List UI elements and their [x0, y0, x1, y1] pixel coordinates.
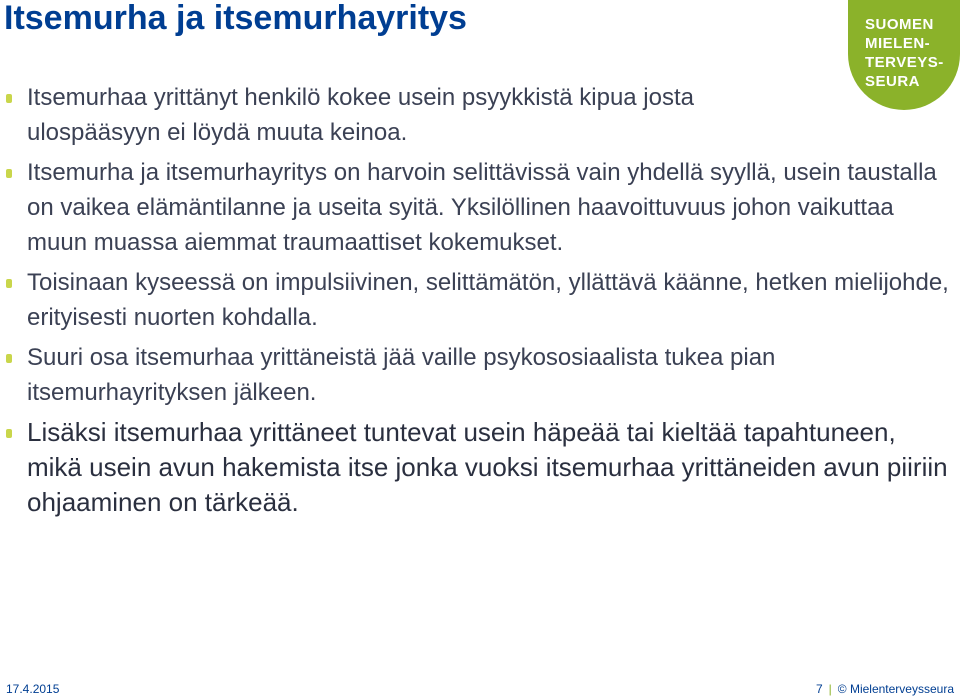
- bullet-marker-icon: [6, 429, 12, 438]
- bullet-item: [0, 340, 955, 410]
- bullet-list: [0, 80, 955, 525]
- logo-text-line: SUOMEN: [865, 16, 934, 33]
- bullet-text: Itsemurhaa yrittänyt henkilö kokee usein psyykkistä kipua josta ulospääsyyn ei löydä muuta keinoa.: [27, 84, 694, 146]
- footer-date: 17.4.2015: [6, 682, 60, 696]
- bullet-marker-icon: [6, 169, 12, 178]
- bullet-item: [0, 265, 955, 335]
- logo-text-line: SEURA: [865, 73, 921, 90]
- bullet-item: [0, 415, 955, 520]
- bullet-marker-icon: [6, 94, 12, 103]
- bullet-text: Toisinaan kyseessä on impulsiivinen, selittämätön, yllättävä käänne, hetken mielijohde, erityisesti nuorten kohdalla.: [27, 269, 949, 331]
- footer-separator: |: [828, 682, 832, 696]
- bullet-marker-icon: [6, 354, 12, 363]
- slide-footer: [0, 680, 960, 699]
- logo-text-line: TERVEYS-: [865, 54, 944, 71]
- bullet-text: Lisäksi itsemurhaa yrittäneet tuntevat usein häpeää tai kieltää tapahtuneen, mikä usein avun hakemista itse jonka vuoksi itsemurhaa yrittäneiden avun piiriin ohjaaminen on tärkeää.: [27, 417, 948, 517]
- bullet-text: Itsemurha ja itsemurhayritys on harvoin selittävissä vain yhdellä syyllä, usein taustalla on vaikea elämäntilanne ja useita syitä. Yksilöllinen haavoittuvuus johon vaikuttaa muun muassa aiemmat traumaattiset kokemukset.: [27, 159, 937, 256]
- bullet-item: [0, 155, 955, 260]
- footer-right: [816, 680, 954, 699]
- logo-text-line: MIELEN-: [865, 35, 931, 52]
- bullet-marker-icon: [6, 279, 12, 288]
- bullet-item: [0, 80, 955, 150]
- footer-copyright: © Mielenterveysseura: [837, 682, 954, 696]
- footer-page-number: 7: [815, 682, 823, 696]
- slide-title: Itsemurha ja itsemurhayritys: [4, 0, 467, 37]
- bullet-text: Suuri osa itsemurhaa yrittäneistä jää vaille psykososiaalista tukea pian itsemurhayrityksen jälkeen.: [27, 344, 776, 406]
